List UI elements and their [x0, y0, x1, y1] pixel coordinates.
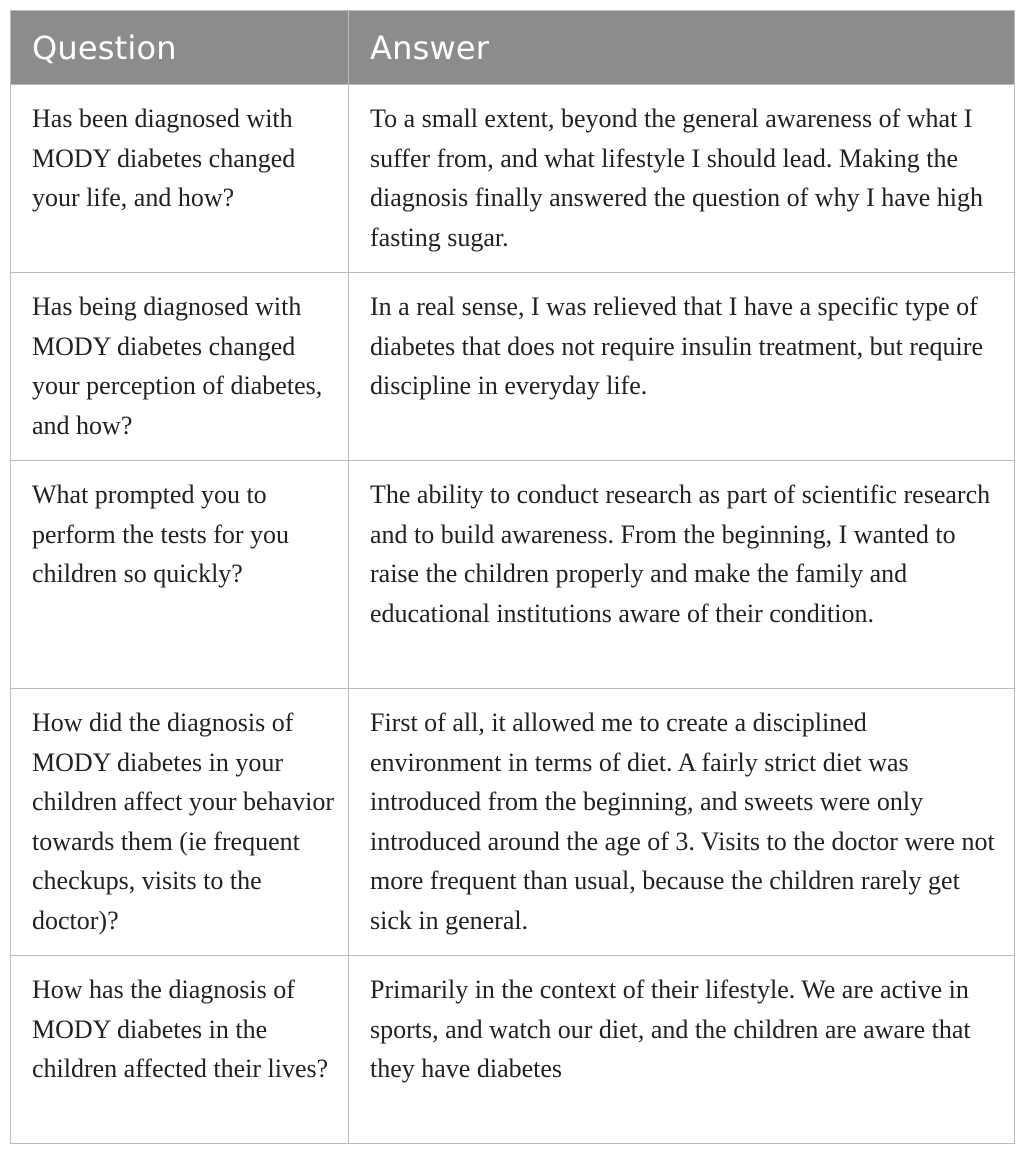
question-cell: Has being diagnosed with MODY diabetes changed your perception of diabetes, and how?: [11, 273, 349, 461]
answer-cell: To a small extent, beyond the general awareness of what I suffer from, and what lifestyle I should lead. Making the diagnosis finally answered the question of why I have high fasting sugar.: [349, 85, 1015, 273]
column-header-answer: Answer: [349, 11, 1015, 85]
answer-cell: In a real sense, I was relieved that I have a specific type of diabetes that does not require insulin treatment, but require discipline in everyday life.: [349, 273, 1015, 461]
qa-table-container: [10, 10, 1014, 1144]
answer-cell: First of all, it allowed me to create a disciplined environment in terms of diet. A fairly strict diet was introduced from the beginning, and sweets were only introduced around the age of 3. Visits to the doctor were not more frequent than usual, because the children rarely get sick in general.: [349, 689, 1015, 956]
column-header-question: Question: [11, 11, 349, 85]
table-row: [11, 461, 1015, 689]
qa-table: [10, 10, 1015, 1144]
table-row: [11, 85, 1015, 273]
answer-cell: Primarily in the context of their lifestyle. We are active in sports, and watch our diet, and the children are aware that they have diabetes: [349, 956, 1015, 1144]
table-row: [11, 273, 1015, 461]
question-cell: How did the diagnosis of MODY diabetes in your children affect your behavior towards them (ie frequent checkups, visits to the doctor)?: [11, 689, 349, 956]
table-row: [11, 689, 1015, 956]
question-cell: What prompted you to perform the tests for you children so quickly?: [11, 461, 349, 689]
question-cell: Has been diagnosed with MODY diabetes changed your life, and how?: [11, 85, 349, 273]
answer-cell: The ability to conduct research as part of scientific research and to build awareness. From the beginning, I wanted to raise the children properly and make the family and educational institutions aware of their condition.: [349, 461, 1015, 689]
header-row: [11, 11, 1015, 85]
question-cell: How has the diagnosis of MODY diabetes in the children affected their lives?: [11, 956, 349, 1144]
table-body: [11, 85, 1015, 1144]
table-header: [11, 11, 1015, 85]
table-row: [11, 956, 1015, 1144]
